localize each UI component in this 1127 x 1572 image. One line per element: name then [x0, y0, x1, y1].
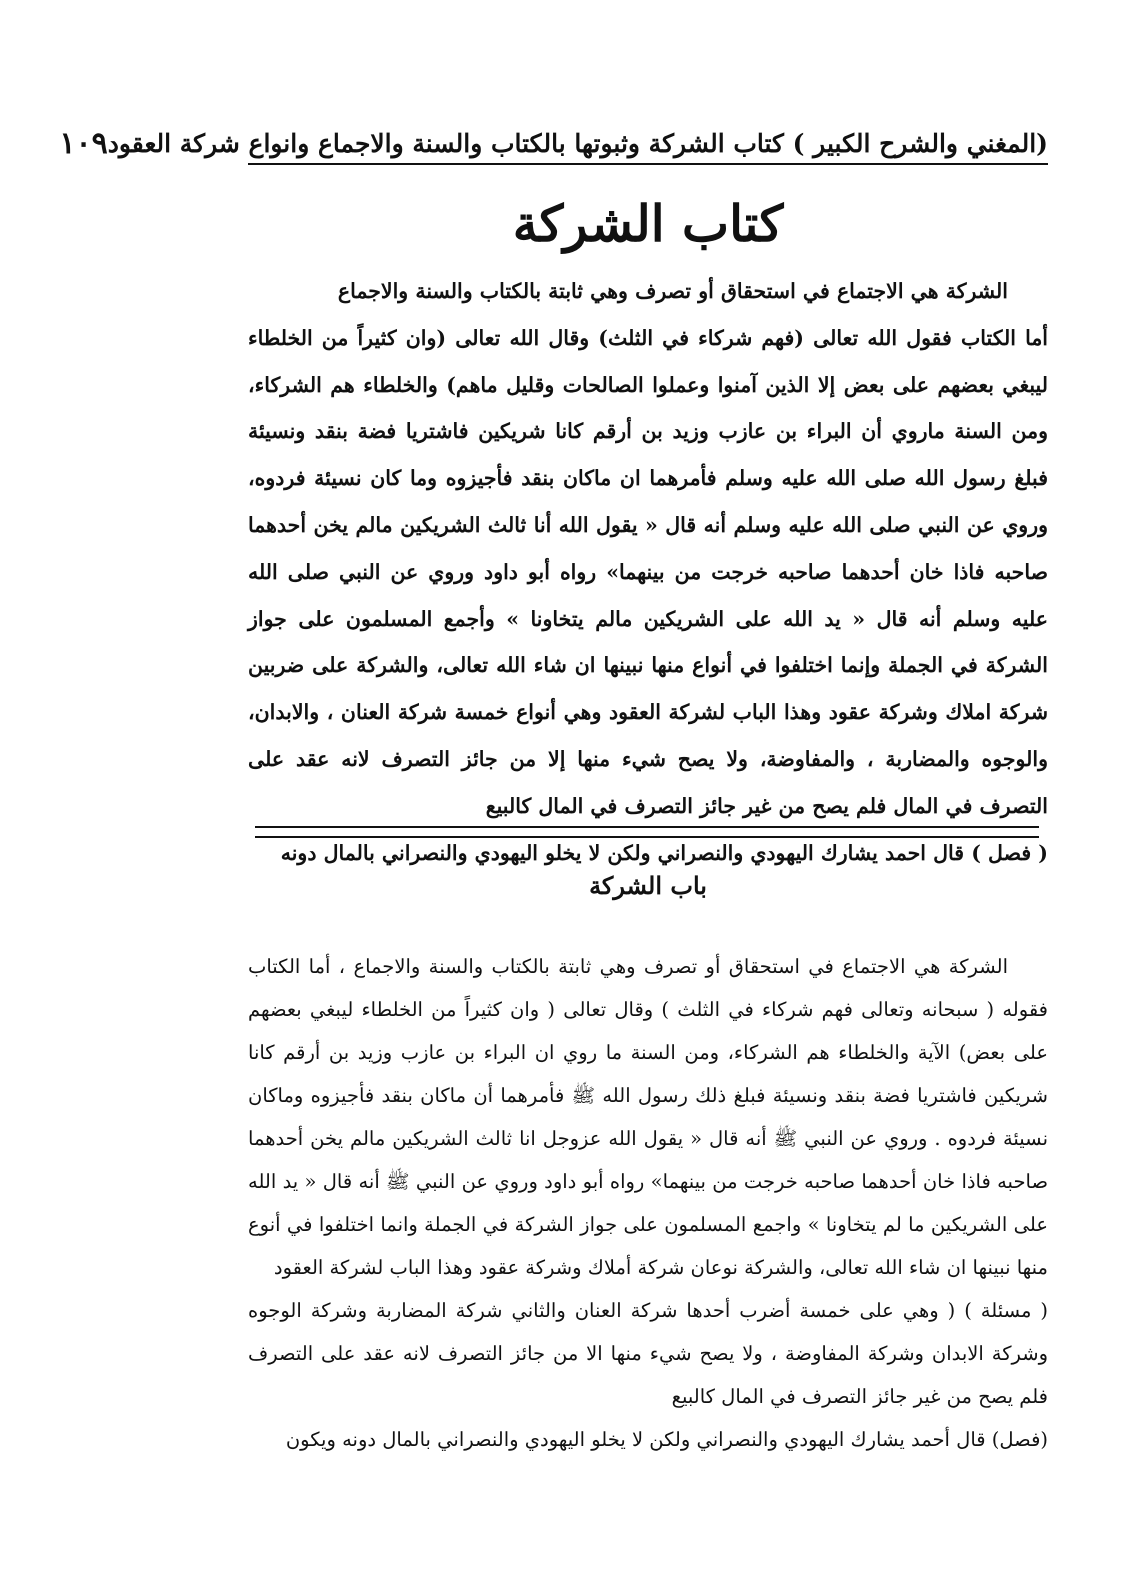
mughni-fasl-paragraph: ( فصل ) قال احمد يشارك اليهودي والنصراني ولكن لا يخلو اليهودي والنصراني بالمال دونه — [280, 840, 1048, 865]
sharh-fasl-paragraph: (فصل) قال أحمد يشارك اليهودي والنصراني ولكن لا يخلو اليهودي والنصراني بالمال دونه ويكون — [285, 1428, 1048, 1451]
sharh-masala-paragraph: ( مسئلة ) ( وهي على خمسة أضرب أحدها شركة العنان والثاني شركة المضاربة وشركة الوجوه وشركة الابدان وشركة المفاوضة ، ولا يصح شيء منها الا من جائز التصرف لانه عقد على التصرف فلم يصح من غير جائز التصرف في المال كالبيع — [248, 1299, 1048, 1408]
sharh-paragraph: الشركة هي الاجتماع في استحقاق أو تصرف وهي ثابتة بالكتاب والسنة والاجماع ، أما الكتاب فقوله ( سبحانه وتعالى فهم شركاء في الثلث ) وقال تعالى ( وان كثيراً من الخلطاء ليبغي بعضهم على بعض) الآية والخلطاء هم الشركاء، ومن السنة ما روي ان البراء بن عازب وزيد بن أرقم كانا شريكين فاشتريا فضة بنقد ونسيئة فبلغ ذلك رسول الله ﷺ فأمرهما أن ماكان بنقد فأجيزوه وماكان نسيئة فردوه . وروي عن النبي ﷺ أنه قال « يقول الله عزوجل انا ثالث الشريكين مالم يخن أحدهما صاحبه فاذا خان أحدهما صاحبه خرجت من بينهما» رواه أبو داود وروي عن النبي ﷺ أنه قال « يد الله على الشريكين ما لم يتخاونا » واجمع المسلمون على جواز الشركة في الجملة وانما اختلفوا في أنوع منها نبينها ان شاء الله تعالى، والشركة نوعان شركة أملاك وشركة عقود وهذا الباب لشركة العقود — [248, 955, 1048, 1279]
chapter-title: كتاب الشركة — [512, 194, 784, 253]
page-header — [59, 122, 1048, 162]
header-rule — [248, 163, 1048, 165]
mughni-paragraph: أما الكتاب فقول الله تعالى (فهم شركاء في الثلث) وقال الله تعالى (وان كثيراً من الخلطاء ليبغي بعضهم على بعض إلا الذين آمنوا وعملوا الصالحات وقليل ماهم) والخلطاء هم الشركاء، ومن السنة ماروي أن البراء بن عازب وزيد بن أرقم كانا شريكين فاشتريا فضة بنقد ونسيئة فبلغ رسول الله صلى الله عليه وسلم فأمرهما ان ماكان بنقد فأجيزوه وما كان نسيئة فردوه، وروي عن النبي صلى الله عليه وسلم أنه قال « يقول الله أنا ثالث الشريكين مالم يخن أحدهما صاحبه فاذا خان أحدهما صاحبه خرجت من بينهما» رواه أبو داود وروي عن النبي صلى الله عليه وسلم أنه قال « يد الله على الشريكين مالم يتخاونا » وأجمع المسلمون على جواز الشركة في الجملة وإنما اختلفوا في أنواع منها نبينها ان شاء الله تعالى، والشركة على ضربين شركة املاك وشركة عقود وهذا الباب لشركة العقود وهي أنواع خمسة شركة العنان ، والابدان، والوجوه والمضاربة ، والمفاوضة، ولا يصح شيء منها إلا من جائز التصرف لانه عقد على التصرف في المال فلم يصح من غير جائز التصرف في المال كالبيع — [248, 325, 1048, 818]
running-title: (المغني والشرح الكبير ) كتاب الشركة وثبوتها بالكتاب والسنة والاجماع وانواع شركة العقود — [107, 129, 1048, 158]
mughni-paragraph: الشركة هي الاجتماع في استحقاق أو تصرف وهي ثابتة بالكتاب والسنة والاجماع — [337, 279, 1008, 303]
section-title: باب الشركة — [589, 871, 707, 900]
page-number: ١٠٩ — [59, 126, 108, 161]
sharh-text-block — [248, 945, 1048, 1461]
mughni-text-block — [248, 268, 1048, 876]
section-divider — [255, 826, 1039, 838]
